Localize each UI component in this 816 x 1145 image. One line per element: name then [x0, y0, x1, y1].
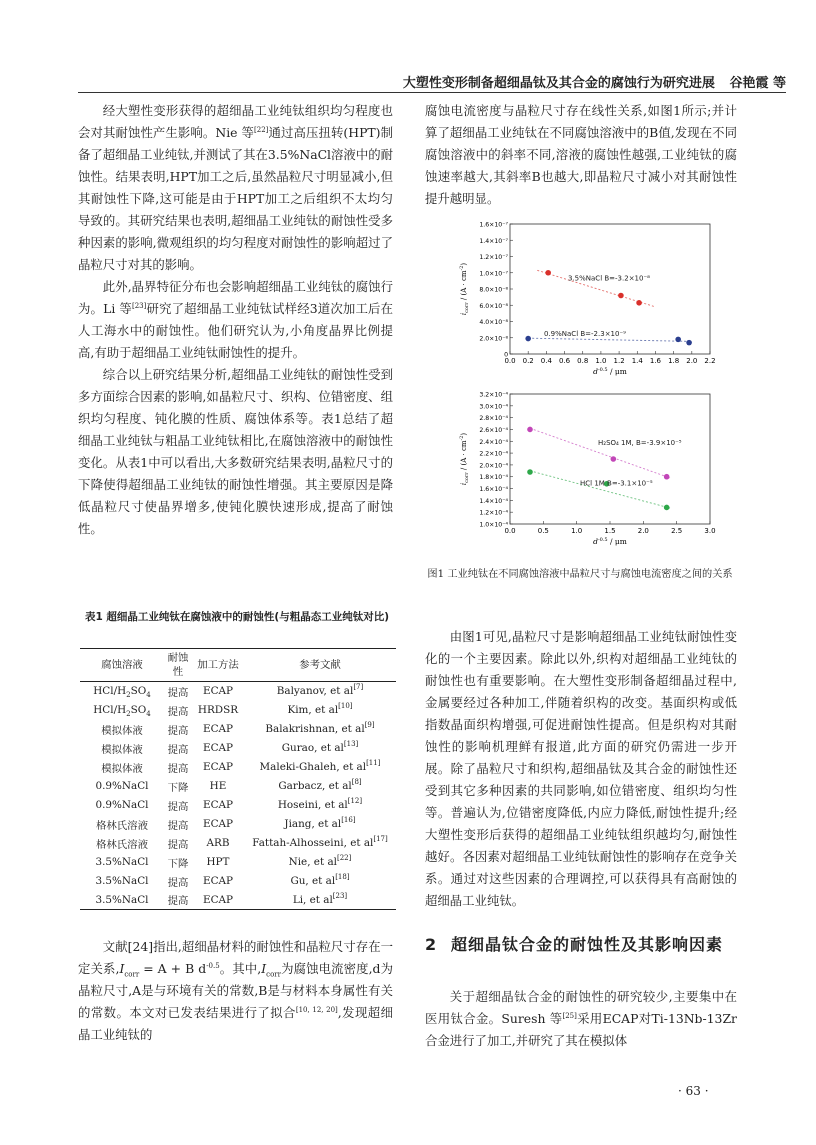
x-tick-label: 2.2 — [704, 357, 716, 365]
cell-method: HRDSR — [197, 704, 239, 716]
cell-method: HE — [209, 780, 227, 792]
corrosion-table — [80, 648, 396, 910]
right-column-bottom — [425, 986, 737, 1052]
paragraph: 由图1可见,晶粒尺寸是影响超细晶工业纯钛耐蚀性变化的一个主要因素。除此以外,织构对超细晶工业纯钛的耐蚀性也有重要影响。在大塑性变形制备超细晶过程中,金属要经过各种加工,伴随着织构的改变。基面织构或低指数晶面织构增强,可促进耐蚀性提高。但是织构对其耐蚀性的影响机理鲜有报道,此方面的研究仍需进一步开展。除了晶粒尺寸和织构,超细晶钛及其合金的耐蚀性还受到其它多种因素的共同影响,如位错密度、组织均匀性等。普遍认为,位错密度降低,内应力降低,耐蚀性提升;经大塑性变形后获得的超细晶工业纯钛组织越均匀,耐蚀性越好。各因素对超细晶工业纯钛耐蚀性的影响存在竞争关系。通过对这些因素的合理调控,可以获得具有高耐蚀的超细晶工业纯钛。 — [425, 629, 737, 908]
cell-reference: Garbacz, et al[8] — [278, 778, 362, 792]
page-number: · 63 · — [678, 1084, 709, 1098]
y-tick-label: 1.4×10⁻⁷ — [479, 237, 508, 245]
cell-solution: 3.5%NaCl — [95, 875, 149, 887]
cell-method: ECAP — [202, 742, 234, 754]
y-tick-label: 4.0×10⁻⁸ — [479, 319, 508, 326]
table-row — [80, 872, 396, 891]
left-column — [78, 100, 393, 540]
data-point — [664, 474, 670, 480]
cell-solution: 3.5%NaCl — [95, 856, 149, 868]
x-tick-label: 1.2 — [613, 357, 625, 365]
cell-reference: Balakrishnan, et al[9] — [265, 721, 375, 735]
x-axis-label: $d^{-0.5}$ / μm — [593, 537, 627, 546]
series-label: 0.9%NaCl B=-2.3×10⁻⁹ — [544, 329, 626, 338]
table-caption: 表1 超细晶工业纯钛在腐蚀液中的耐蚀性(与粗晶态工业纯钛对比) — [84, 611, 390, 623]
table-row — [80, 682, 396, 701]
y-tick-label: 1.0×10⁻⁷ — [479, 270, 508, 278]
paragraph: 腐蚀电流密度与晶粒尺寸存在线性关系,如图1所示;并计算了超细晶工业纯钛在不同腐蚀溶液中的B值,发现在不同腐蚀溶液中的斜率不同,溶液的腐蚀性越强,工业纯钛的腐蚀速率越大,其斜率B也越大,即晶粒尺寸减小对其耐蚀性提升越明显。 — [425, 103, 737, 206]
section-heading: 2 超细晶钛合金的耐蚀性及其影响因素 — [425, 935, 724, 954]
x-tick-label: 0.0 — [504, 357, 516, 365]
cell-method: ECAP — [202, 875, 234, 887]
table-header: 腐蚀溶液 — [80, 649, 164, 682]
cell-resistance: 提高 — [167, 724, 189, 737]
cell-solution: 格林氏溶液 — [96, 838, 148, 851]
fit-line — [528, 338, 692, 341]
table-header: 参考文献 — [244, 649, 396, 682]
paragraph: 关于超细晶钛合金的耐蚀性的研究较少,主要集中在医用钛合金。Suresh 等[25]采用ECAP对Ti-13Nb-13Zr合金进行了加工,并研究了其在模拟体 — [425, 989, 737, 1048]
cell-reference: Li, et al[23] — [244, 891, 396, 910]
table-header: 耐蚀性 — [164, 649, 192, 682]
y-tick-label: 2.6×10⁻⁴ — [479, 426, 508, 434]
cell-reference: Gurao, et al[13] — [281, 740, 359, 754]
cell-reference: Nie, et al[22] — [288, 854, 352, 868]
data-point — [675, 337, 681, 343]
header-rule — [78, 92, 786, 93]
cell-solution: 0.9%NaCl — [95, 799, 149, 811]
data-point — [686, 340, 692, 346]
x-tick-label: 2.0 — [686, 357, 698, 365]
table-row — [80, 815, 396, 834]
series-label: H₂SO₄ 1M, B=-3.9×10⁻⁵ — [598, 439, 682, 448]
y-tick-label: 1.2×10⁻⁷ — [479, 254, 508, 261]
cell-solution: HCl/$H_2SO_4$ — [93, 704, 151, 719]
cell-resistance: 提高 — [167, 838, 189, 851]
cell-method: ECAP — [202, 723, 234, 735]
y-tick-label: 6.0×10⁻⁸ — [479, 302, 508, 310]
y-tick-label: 1.0×10⁻⁴ — [479, 521, 508, 529]
x-tick-label: 1.0 — [595, 357, 607, 365]
cell-solution: HCl/$H_2SO_4$ — [93, 685, 151, 700]
y-tick-label: 2.0×10⁻⁸ — [479, 335, 508, 343]
y-axis-label: $i_{corr} / (A \cdot cm^{-2})$ — [459, 262, 470, 316]
fit-line — [530, 428, 670, 478]
cell-reference: Jiang, et al[16] — [284, 816, 356, 830]
fit-line — [530, 471, 670, 508]
cell-method: ARB — [206, 837, 230, 849]
right-column — [425, 100, 737, 210]
cell-resistance: 提高 — [167, 686, 189, 699]
x-tick-label: 1.8 — [668, 357, 680, 365]
y-tick-label: 2.2×10⁻⁴ — [479, 450, 508, 458]
x-axis-label: $d^{-0.5}$ / μm — [593, 367, 627, 376]
y-tick-label: 1.6×10⁻⁴ — [479, 486, 508, 494]
y-tick-label: 1.8×10⁻⁴ — [479, 474, 508, 482]
cell-reference: Gu, et al[18] — [290, 873, 350, 887]
data-point — [527, 427, 533, 433]
chart-top — [459, 222, 716, 377]
data-point — [525, 336, 531, 342]
x-tick-label: 0.2 — [522, 357, 534, 365]
x-tick-label: 0.5 — [537, 527, 549, 535]
right-column-mid — [425, 626, 737, 912]
chart-bottom — [459, 392, 716, 547]
x-tick-label: 0.6 — [558, 357, 571, 365]
y-tick-label: 1.6×10⁻⁷ — [479, 221, 508, 229]
table-row — [80, 853, 396, 872]
paragraph: 经大塑性变形获得的超细晶工业纯钛组织均匀程度也会对其耐蚀性产生影响。Nie 等[22]通过高压扭转(HPT)制备了超细晶工业纯钛,并测试了其在3.5%NaCl溶液中的耐蚀性。结果表明,HPT加工之后,虽然晶粒尺寸明显减小,但其耐蚀性下降,这可能是由于HPT加工之后组织不太均匀导致的。其研究结果也表明,超细晶工业纯钛的耐蚀性受多种因素的影响,微观组织的均匀程度对耐蚀性的影响超过了晶粒尺寸对其的影响。 — [78, 103, 393, 272]
paragraph: 此外,晶界特征分布也会影响超细晶工业纯钛的腐蚀行为。Li 等[23]研究了超细晶工业纯钛试样经3道次加工后在人工海水中的耐蚀性。他们研究认为,小角度晶界比例提高,有助于超细晶工业纯钛耐蚀性的提升。 — [78, 279, 393, 360]
cell-solution: 模拟体液 — [101, 743, 143, 756]
y-tick-label: 2.4×10⁻⁴ — [479, 438, 508, 446]
y-tick-label: 8.0×10⁻⁸ — [479, 286, 508, 294]
cell-solution: 格林氏溶液 — [96, 819, 148, 832]
y-tick-label: 1.2×10⁻⁴ — [479, 509, 508, 517]
cell-reference: Hoseini, et al[12] — [277, 797, 363, 811]
paragraph: 综合以上研究结果分析,超细晶工业纯钛的耐蚀性受到多方面综合因素的影响,如晶粒尺寸、织构、位错密度、组织均匀程度、钝化膜的性质、腐蚀体系等。表1总结了超细晶工业纯钛与粗晶工业纯钛相比,在腐蚀溶液中的耐蚀性变化。从表1中可以看出,大多数研究结果表明,晶粒尺寸的下降使得超细晶工业纯钛的耐蚀性增强。其主要原因是降低晶粒尺寸使晶界增多,使钝化膜快速形成,提高了耐蚀性。 — [78, 367, 393, 536]
cell-resistance: 提高 — [164, 891, 192, 910]
cell-solution: 模拟体液 — [101, 724, 143, 737]
cell-method: ECAP — [202, 799, 234, 811]
cell-resistance: 提高 — [167, 819, 189, 832]
x-tick-label: 1.0 — [571, 527, 583, 535]
y-tick-label: 2.8×10⁻⁴ — [479, 415, 508, 423]
y-tick-label: 2.0×10⁻⁴ — [479, 462, 508, 470]
running-title: 大塑性变形制备超细晶钛及其合金的腐蚀行为研究进展 — [402, 76, 715, 91]
data-point — [664, 505, 670, 511]
table-row — [80, 758, 396, 777]
cell-reference: Balyanov, et al[7] — [276, 683, 364, 698]
paragraph: 文献[24]指出,超细晶材料的耐蚀性和晶粒尺寸存在一定关系$,I_{corr} = A + B$ $d^{-0.5}$。其中$,I_{corr}$为腐蚀电流密度,d为晶粒尺寸,A是与环境有关的常数,B是与材料本身属性有关的常数。本文对已发表结果进行了拟合[10, 12, 20],发现超细晶工业纯钛的 — [78, 939, 393, 1042]
cell-resistance: 下降 — [167, 857, 189, 870]
x-tick-label: 1.6 — [649, 357, 662, 365]
y-tick-label: 3.2×10⁻⁴ — [479, 391, 508, 399]
series-label: 3.5%NaCl B=-3.2×10⁻⁸ — [568, 274, 650, 283]
x-tick-label: 0.4 — [540, 357, 552, 365]
cell-solution: 0.9%NaCl — [95, 780, 149, 792]
table-row — [80, 891, 396, 910]
cell-reference: Fattah-Alhosseini, et al[17] — [252, 835, 388, 849]
data-point — [611, 456, 617, 462]
cell-reference: Kim, et al[10] — [287, 702, 353, 716]
x-tick-label: 0.0 — [504, 527, 516, 535]
cell-method: HPT — [206, 856, 230, 868]
data-point — [636, 300, 642, 306]
x-tick-label: 0.8 — [577, 357, 589, 365]
figure-1-charts — [455, 218, 725, 554]
figure-caption: 图1 工业纯钛在不同腐蚀溶液中晶粒尺寸与腐蚀电流密度之间的关系 — [427, 569, 733, 580]
plot-frame — [510, 394, 710, 524]
table-row — [80, 777, 396, 796]
left-column-bottom — [78, 936, 393, 1046]
cell-method: ECAP — [202, 818, 234, 830]
data-point — [618, 293, 624, 299]
running-author: 谷艳霞 等 — [729, 76, 786, 91]
cell-solution: 模拟体液 — [101, 762, 143, 775]
x-tick-label: 2.0 — [637, 527, 649, 535]
cell-method: ECAP — [192, 891, 244, 910]
x-tick-label: 3.0 — [704, 527, 716, 535]
table-row — [80, 834, 396, 853]
cell-method: ECAP — [202, 685, 234, 698]
data-point — [545, 270, 551, 276]
x-tick-label: 1.5 — [604, 527, 616, 535]
y-tick-label: 3.0×10⁻⁴ — [479, 403, 508, 411]
cell-resistance: 提高 — [167, 800, 189, 813]
cell-resistance: 提高 — [167, 705, 189, 718]
table-row — [80, 796, 396, 815]
cell-resistance: 提高 — [167, 743, 189, 756]
cell-resistance: 下降 — [167, 781, 189, 794]
cell-resistance: 提高 — [167, 762, 189, 775]
y-tick-label: 0 — [504, 351, 508, 359]
y-tick-label: 1.4×10⁻⁴ — [479, 497, 508, 505]
table-row — [80, 739, 396, 758]
running-header — [20, 72, 786, 94]
x-tick-label: 2.5 — [671, 527, 683, 535]
cell-solution: 3.5%NaCl — [80, 891, 164, 910]
cell-method: ECAP — [202, 761, 234, 773]
x-tick-label: 1.4 — [631, 357, 643, 365]
cell-resistance: 提高 — [167, 876, 189, 889]
table-row — [80, 720, 396, 739]
table-row — [80, 701, 396, 720]
y-axis-label: $i_{corr} / (A \cdot cm^{-2})$ — [459, 432, 470, 486]
cell-reference: Maleki-Ghaleh, et al[11] — [259, 759, 381, 773]
table-header: 加工方法 — [192, 649, 244, 682]
data-point — [527, 469, 533, 475]
series-label: HCl 1M B=-3.1×10⁻⁵ — [580, 479, 653, 488]
